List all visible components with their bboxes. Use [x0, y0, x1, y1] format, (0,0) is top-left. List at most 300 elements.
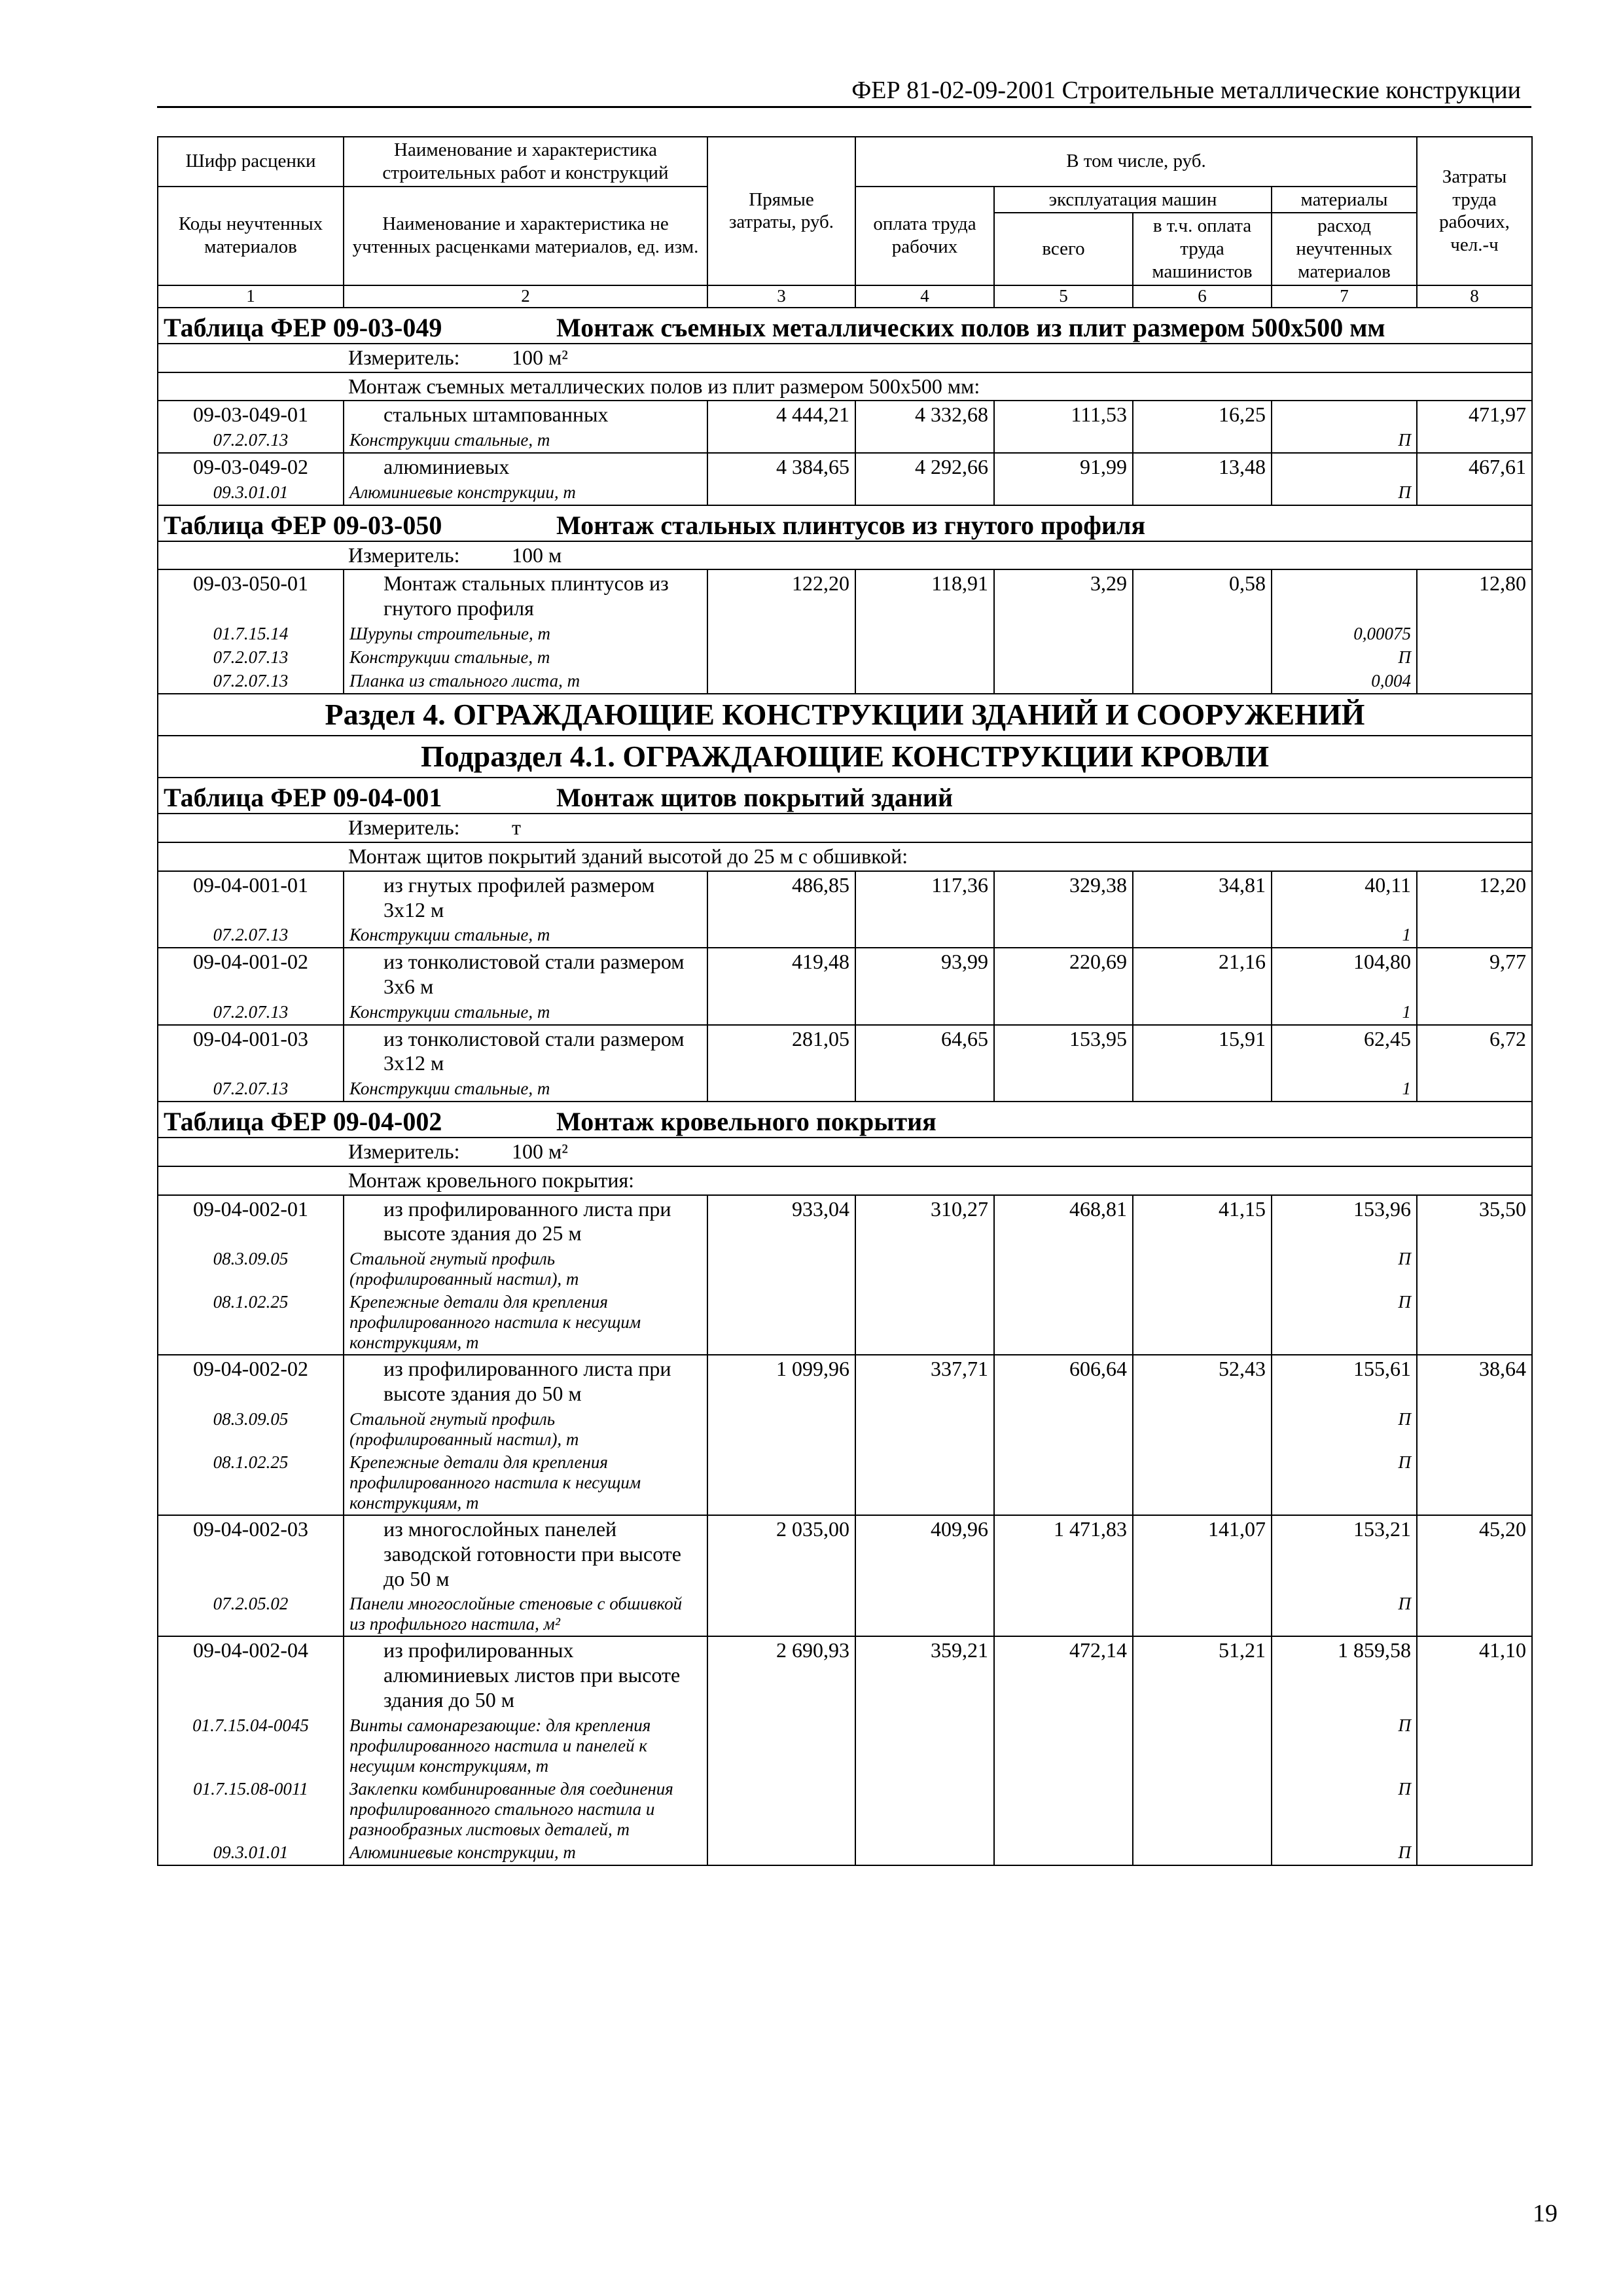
material-code: 01.7.15.04-0045: [158, 1714, 344, 1778]
empty-cell: [1133, 1778, 1272, 1841]
table-name: Монтаж кровельного покрытия: [556, 1106, 936, 1136]
empty-cell: [994, 924, 1133, 948]
empty-cell: [1417, 1451, 1532, 1515]
empty-cell: [855, 622, 994, 646]
empty-cell: [1417, 1408, 1532, 1451]
operators-pay: 21,16: [1133, 948, 1272, 1001]
material-name: Крепежные детали для крепления профилированного настила к несущим конструкциям, т: [344, 1291, 707, 1355]
operators-pay: 16,25: [1133, 401, 1272, 429]
material-name: Алюминиевые конструкции, т: [344, 481, 707, 505]
material-name: Конструкции стальные, т: [344, 429, 707, 453]
empty-cell: [855, 481, 994, 505]
machines-total: 468,81: [994, 1195, 1133, 1248]
worker-pay: 409,96: [855, 1515, 994, 1592]
column-number: 5: [994, 285, 1133, 308]
work-name: из тонколистовой стали размером 3х6 м: [344, 948, 707, 1001]
labor-hours: 38,64: [1417, 1355, 1532, 1408]
empty-cell: [994, 429, 1133, 453]
material-consumption: 0,00075: [1272, 622, 1417, 646]
empty-cell: [855, 670, 994, 694]
material-row: [158, 429, 1532, 453]
table-row: [158, 1195, 1532, 1248]
measure-value: 100 м: [512, 543, 562, 567]
empty-cell: [1417, 1714, 1532, 1778]
rate-code: 09-04-002-02: [158, 1355, 344, 1408]
empty-cell: [1133, 481, 1272, 505]
table-code: Таблица ФЕР 09-04-002: [164, 1106, 442, 1136]
material-name: Стальной гнутый профиль (профилированный настил), т: [344, 1408, 707, 1451]
material-row: [158, 622, 1532, 646]
header-operators-pay: в т.ч. оплата труда машинистов: [1133, 213, 1272, 285]
empty-cell: [855, 1592, 994, 1636]
material-row: [158, 1841, 1532, 1865]
measure-unit: [158, 344, 1532, 372]
worker-pay: 359,21: [855, 1636, 994, 1713]
empty-cell: [1417, 429, 1532, 453]
measure-row: [158, 814, 1532, 842]
empty-cell: [1133, 1714, 1272, 1778]
labor-hours: 45,20: [1417, 1515, 1532, 1592]
work-name: стальных штампованных: [344, 401, 707, 429]
empty-cell: [855, 429, 994, 453]
labor-hours: 6,72: [1417, 1025, 1532, 1078]
table-name: Монтаж стальных плинтусов из гнутого профиля: [556, 510, 1146, 540]
material-name: Конструкции стальные, т: [344, 1077, 707, 1102]
table-title-row: [158, 778, 1532, 814]
materials-cost: 153,96: [1272, 1195, 1417, 1248]
header-unaccounted-materials: расход неучтенных материалов: [1272, 213, 1417, 285]
empty-cell: [994, 1291, 1133, 1355]
empty-cell: [707, 1841, 855, 1865]
header-labor-hours: Затраты труда рабочих, чел.-ч: [1417, 137, 1532, 285]
machines-total: 606,64: [994, 1355, 1133, 1408]
empty-cell: [707, 670, 855, 694]
operators-pay: 51,21: [1133, 1636, 1272, 1713]
subsection-row: [158, 736, 1532, 778]
empty-cell: [1417, 1841, 1532, 1865]
table-row: [158, 1025, 1532, 1078]
empty-cell: [1417, 1247, 1532, 1291]
empty-cell: [707, 646, 855, 670]
material-name: Конструкции стальные, т: [344, 1001, 707, 1025]
material-name: Шурупы строительные, т: [344, 622, 707, 646]
empty-cell: [855, 1001, 994, 1025]
empty-cell: [994, 622, 1133, 646]
work-name: Монтаж стальных плинтусов из гнутого профиля: [344, 569, 707, 622]
table-row: [158, 1355, 1532, 1408]
materials-cost: 155,61: [1272, 1355, 1417, 1408]
column-number: 4: [855, 285, 994, 308]
work-name: алюминиевых: [344, 453, 707, 481]
empty-cell: [707, 1247, 855, 1291]
material-code: 07.2.07.13: [158, 429, 344, 453]
operators-pay: 13,48: [1133, 453, 1272, 481]
material-row: [158, 1077, 1532, 1102]
direct-costs: 122,20: [707, 569, 855, 622]
header-machines: эксплуатация машин: [994, 187, 1272, 213]
material-code: 08.1.02.25: [158, 1451, 344, 1515]
material-code: 07.2.07.13: [158, 1001, 344, 1025]
material-consumption: П: [1272, 1778, 1417, 1841]
empty-cell: [855, 1408, 994, 1451]
rate-code: 09-04-002-01: [158, 1195, 344, 1248]
header-material-codes: Коды неучтенных материалов: [158, 187, 344, 285]
empty-cell: [1417, 924, 1532, 948]
material-code: 01.7.15.08-0011: [158, 1778, 344, 1841]
empty-cell: [855, 646, 994, 670]
material-row: [158, 670, 1532, 694]
direct-costs: 281,05: [707, 1025, 855, 1078]
table-title-row: [158, 505, 1532, 541]
measure-unit: [158, 541, 1532, 570]
header-machines-total: всего: [994, 213, 1133, 285]
empty-cell: [1417, 1001, 1532, 1025]
table-row: [158, 453, 1532, 481]
worker-pay: 118,91: [855, 569, 994, 622]
material-code: 07.2.05.02: [158, 1592, 344, 1636]
material-consumption: 0,004: [1272, 670, 1417, 694]
material-consumption: 1: [1272, 924, 1417, 948]
measure-label: Измеритель:: [348, 816, 460, 840]
empty-cell: [1417, 1291, 1532, 1355]
empty-cell: [707, 1291, 855, 1355]
machines-total: 220,69: [994, 948, 1133, 1001]
group-row: [158, 842, 1532, 871]
material-consumption: П: [1272, 646, 1417, 670]
material-consumption: П: [1272, 1841, 1417, 1865]
empty-cell: [994, 1714, 1133, 1778]
empty-cell: [707, 1592, 855, 1636]
column-number: 8: [1417, 285, 1532, 308]
measure-label: Измеритель:: [348, 543, 460, 567]
worker-pay: 93,99: [855, 948, 994, 1001]
table-row: [158, 569, 1532, 622]
page-number: 19: [1533, 2200, 1558, 2227]
empty-cell: [1133, 1592, 1272, 1636]
material-consumption: П: [1272, 1714, 1417, 1778]
empty-cell: [1133, 1247, 1272, 1291]
rate-code: 09-03-049-01: [158, 401, 344, 429]
empty-cell: [1417, 646, 1532, 670]
direct-costs: 486,85: [707, 871, 855, 924]
empty-cell: [1417, 1077, 1532, 1102]
labor-hours: 467,61: [1417, 453, 1532, 481]
empty-cell: [707, 1451, 855, 1515]
materials-cost: [1272, 453, 1417, 481]
materials-cost: 104,80: [1272, 948, 1417, 1001]
rate-code: 09-04-002-04: [158, 1636, 344, 1713]
empty-cell: [1133, 1291, 1272, 1355]
empty-cell: [994, 1408, 1133, 1451]
empty-cell: [855, 1451, 994, 1515]
materials-cost: 62,45: [1272, 1025, 1417, 1078]
group-row: [158, 1166, 1532, 1195]
empty-cell: [1133, 622, 1272, 646]
material-name: Стальной гнутый профиль (профилированный настил), т: [344, 1247, 707, 1291]
empty-cell: [1133, 1841, 1272, 1865]
empty-cell: [1133, 670, 1272, 694]
empty-cell: [994, 1247, 1133, 1291]
material-code: 07.2.07.13: [158, 924, 344, 948]
price-table-body: [158, 137, 1532, 1865]
empty-cell: [855, 1714, 994, 1778]
worker-pay: 337,71: [855, 1355, 994, 1408]
material-row: [158, 1451, 1532, 1515]
table-title: [158, 505, 1532, 541]
empty-cell: [707, 481, 855, 505]
empty-cell: [1417, 481, 1532, 505]
material-row: [158, 1778, 1532, 1841]
table-title-row: [158, 1102, 1532, 1138]
measure-value: т: [512, 816, 521, 840]
empty-cell: [855, 1291, 994, 1355]
work-name: из профилированных алюминиевых листов при высоте здания до 50 м: [344, 1636, 707, 1713]
material-consumption: П: [1272, 1247, 1417, 1291]
materials-cost: 1 859,58: [1272, 1636, 1417, 1713]
direct-costs: 2 690,93: [707, 1636, 855, 1713]
labor-hours: 35,50: [1417, 1195, 1532, 1248]
header-cipher: Шифр расценки: [158, 137, 344, 187]
material-code: 09.3.01.01: [158, 481, 344, 505]
empty-cell: [1133, 1077, 1272, 1102]
header-row: [158, 137, 1532, 187]
materials-cost: 153,21: [1272, 1515, 1417, 1592]
empty-cell: [1417, 622, 1532, 646]
empty-cell: [707, 429, 855, 453]
work-name: из гнутых профилей размером 3х12 м: [344, 871, 707, 924]
operators-pay: 52,43: [1133, 1355, 1272, 1408]
empty-cell: [994, 670, 1133, 694]
table-name: Монтаж щитов покрытий зданий: [556, 783, 953, 813]
header-including: В том числе, руб.: [855, 137, 1417, 187]
work-name: из профилированного листа при высоте здания до 50 м: [344, 1355, 707, 1408]
header-materials: материалы: [1272, 187, 1417, 213]
material-consumption: 1: [1272, 1077, 1417, 1102]
material-code: 07.2.07.13: [158, 1077, 344, 1102]
material-code: 09.3.01.01: [158, 1841, 344, 1865]
material-consumption: П: [1272, 1291, 1417, 1355]
machines-total: 111,53: [994, 401, 1133, 429]
material-name: Винты самонарезающие: для крепления профилированного настила и панелей к несущим конструкциям, т: [344, 1714, 707, 1778]
material-code: 01.7.15.14: [158, 622, 344, 646]
table-row: [158, 401, 1532, 429]
material-consumption: П: [1272, 1408, 1417, 1451]
materials-cost: 40,11: [1272, 871, 1417, 924]
measure-label: Измеритель:: [348, 1139, 460, 1164]
empty-cell: [1133, 429, 1272, 453]
rate-code: 09-03-049-02: [158, 453, 344, 481]
empty-cell: [994, 1841, 1133, 1865]
material-code: 07.2.07.13: [158, 670, 344, 694]
empty-cell: [855, 1077, 994, 1102]
direct-costs: 2 035,00: [707, 1515, 855, 1592]
column-number-row: [158, 285, 1532, 308]
operators-pay: 15,91: [1133, 1025, 1272, 1078]
table-code: Таблица ФЕР 09-04-001: [164, 783, 442, 813]
measure-unit: [158, 1138, 1532, 1166]
direct-costs: 4 384,65: [707, 453, 855, 481]
table-code: Таблица ФЕР 09-03-050: [164, 510, 442, 540]
direct-costs: 1 099,96: [707, 1355, 855, 1408]
header-direct-costs: Прямые затраты, руб.: [707, 137, 855, 285]
empty-cell: [707, 1001, 855, 1025]
material-consumption: 1: [1272, 1001, 1417, 1025]
column-number: 7: [1272, 285, 1417, 308]
rate-code: 09-03-050-01: [158, 569, 344, 622]
labor-hours: 12,20: [1417, 871, 1532, 924]
table-title: [158, 778, 1532, 814]
empty-cell: [707, 924, 855, 948]
empty-cell: [855, 1778, 994, 1841]
material-row: [158, 1001, 1532, 1025]
work-name: из тонколистовой стали размером 3х12 м: [344, 1025, 707, 1078]
measure-row: [158, 344, 1532, 372]
column-number: 2: [344, 285, 707, 308]
labor-hours: 471,97: [1417, 401, 1532, 429]
machines-total: 153,95: [994, 1025, 1133, 1078]
direct-costs: 4 444,21: [707, 401, 855, 429]
empty-cell: [1133, 1001, 1272, 1025]
measure-value: 100 м²: [512, 345, 568, 369]
rate-code: 09-04-001-03: [158, 1025, 344, 1078]
worker-pay: 4 332,68: [855, 401, 994, 429]
table-title: [158, 1102, 1532, 1138]
measure-row: [158, 1138, 1532, 1166]
empty-cell: [855, 1247, 994, 1291]
material-name: Панели многослойные стеновые с обшивкой из профильного настила, м²: [344, 1592, 707, 1636]
material-name: Планка из стального листа, т: [344, 670, 707, 694]
material-name: Заклепки комбинированные для соединения профилированного стального настила и разнообразных листовых деталей, т: [344, 1778, 707, 1841]
direct-costs: 933,04: [707, 1195, 855, 1248]
direct-costs: 419,48: [707, 948, 855, 1001]
header-name: Наименование и характеристика строительных работ и конструкций: [344, 137, 707, 187]
empty-cell: [855, 924, 994, 948]
empty-cell: [707, 1408, 855, 1451]
material-code: 08.3.09.05: [158, 1408, 344, 1451]
empty-cell: [707, 1714, 855, 1778]
measure-label: Измеритель:: [348, 345, 460, 369]
empty-cell: [1417, 1778, 1532, 1841]
empty-cell: [1417, 1592, 1532, 1636]
material-row: [158, 646, 1532, 670]
material-consumption: П: [1272, 429, 1417, 453]
document-title: ФЕР 81-02-09-2001 Строительные металлические конструкции: [851, 77, 1521, 104]
empty-cell: [994, 1592, 1133, 1636]
group-heading: Монтаж щитов покрытий зданий высотой до 25 м с обшивкой:: [158, 842, 1532, 871]
material-consumption: П: [1272, 1592, 1417, 1636]
group-row: [158, 372, 1532, 401]
worker-pay: 4 292,66: [855, 453, 994, 481]
empty-cell: [994, 1077, 1133, 1102]
header-material-names: Наименование и характеристика не учтенных расценками материалов, ед. изм.: [344, 187, 707, 285]
material-row: [158, 1592, 1532, 1636]
empty-cell: [994, 1001, 1133, 1025]
table-name: Монтаж съемных металлических полов из плит размером 500х500 мм: [556, 312, 1385, 342]
worker-pay: 310,27: [855, 1195, 994, 1248]
material-name: Конструкции стальные, т: [344, 924, 707, 948]
worker-pay: 64,65: [855, 1025, 994, 1078]
empty-cell: [1417, 670, 1532, 694]
empty-cell: [707, 1077, 855, 1102]
labor-hours: 12,80: [1417, 569, 1532, 622]
column-number: 6: [1133, 285, 1272, 308]
machines-total: 3,29: [994, 569, 1133, 622]
measure-unit: [158, 814, 1532, 842]
material-row: [158, 1291, 1532, 1355]
material-code: 08.3.09.05: [158, 1247, 344, 1291]
table-row: [158, 948, 1532, 1001]
operators-pay: 141,07: [1133, 1515, 1272, 1592]
material-name: Алюминиевые конструкции, т: [344, 1841, 707, 1865]
material-name: Крепежные детали для крепления профилированного настила к несущим конструкциям, т: [344, 1451, 707, 1515]
empty-cell: [994, 646, 1133, 670]
subsection-title: Подраздел 4.1. ОГРАЖДАЮЩИЕ КОНСТРУКЦИИ КРОВЛИ: [158, 736, 1532, 778]
material-row: [158, 1408, 1532, 1451]
empty-cell: [994, 481, 1133, 505]
material-consumption: П: [1272, 481, 1417, 505]
rate-code: 09-04-001-02: [158, 948, 344, 1001]
labor-hours: 41,10: [1417, 1636, 1532, 1713]
group-heading: Монтаж кровельного покрытия:: [158, 1166, 1532, 1195]
worker-pay: 117,36: [855, 871, 994, 924]
table-title: [158, 308, 1532, 344]
operators-pay: 0,58: [1133, 569, 1272, 622]
empty-cell: [994, 1451, 1133, 1515]
material-consumption: П: [1272, 1451, 1417, 1515]
price-table: [157, 136, 1533, 1866]
operators-pay: 41,15: [1133, 1195, 1272, 1248]
work-name: из многослойных панелей заводской готовности при высоте до 50 м: [344, 1515, 707, 1592]
empty-cell: [1133, 1408, 1272, 1451]
empty-cell: [707, 1778, 855, 1841]
material-code: 08.1.02.25: [158, 1291, 344, 1355]
material-name: Конструкции стальные, т: [344, 646, 707, 670]
column-number: 3: [707, 285, 855, 308]
header-worker-pay: оплата труда рабочих: [855, 187, 994, 285]
material-code: 07.2.07.13: [158, 646, 344, 670]
labor-hours: 9,77: [1417, 948, 1532, 1001]
operators-pay: 34,81: [1133, 871, 1272, 924]
material-row: [158, 1247, 1532, 1291]
table-row: [158, 871, 1532, 924]
material-row: [158, 924, 1532, 948]
machines-total: 91,99: [994, 453, 1133, 481]
empty-cell: [855, 1841, 994, 1865]
page-header: [157, 73, 1531, 108]
material-row: [158, 1714, 1532, 1778]
materials-cost: [1272, 569, 1417, 622]
section-row: [158, 694, 1532, 736]
measure-row: [158, 541, 1532, 570]
machines-total: 472,14: [994, 1636, 1133, 1713]
work-name: из профилированного листа при высоте здания до 25 м: [344, 1195, 707, 1248]
table-code: Таблица ФЕР 09-03-049: [164, 312, 442, 342]
material-row: [158, 481, 1532, 505]
table-row: [158, 1636, 1532, 1713]
section-title: Раздел 4. ОГРАЖДАЮЩИЕ КОНСТРУКЦИИ ЗДАНИЙ И СООРУЖЕНИЙ: [158, 694, 1532, 736]
empty-cell: [994, 1778, 1133, 1841]
table-title-row: [158, 308, 1532, 344]
machines-total: 1 471,83: [994, 1515, 1133, 1592]
column-number: 1: [158, 285, 344, 308]
empty-cell: [707, 622, 855, 646]
machines-total: 329,38: [994, 871, 1133, 924]
measure-value: 100 м²: [512, 1139, 568, 1164]
materials-cost: [1272, 401, 1417, 429]
rate-code: 09-04-001-01: [158, 871, 344, 924]
empty-cell: [1133, 924, 1272, 948]
group-heading: Монтаж съемных металлических полов из плит размером 500х500 мм:: [158, 372, 1532, 401]
